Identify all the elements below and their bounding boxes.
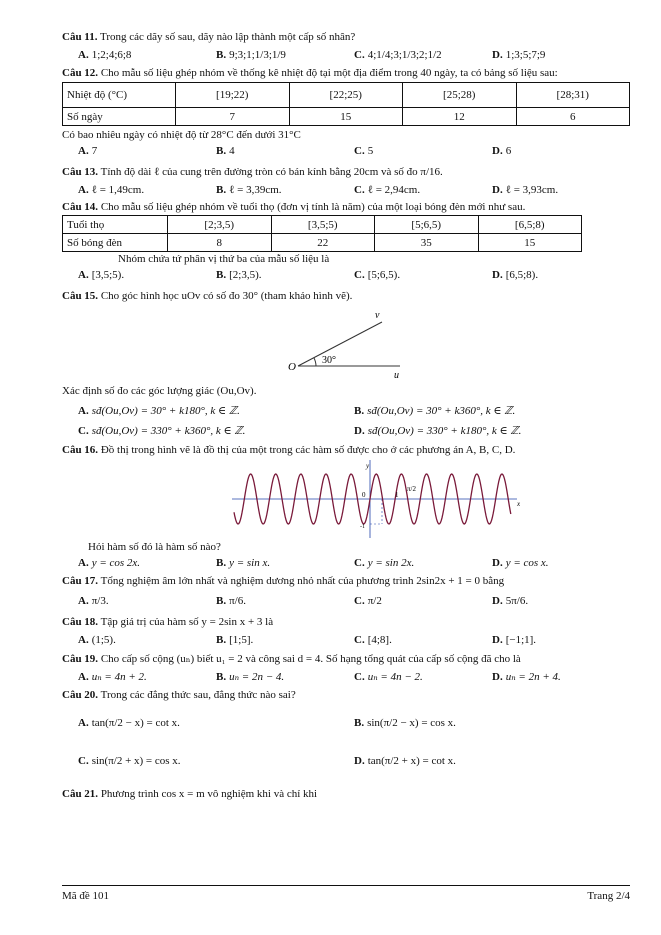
label-neg-one: -1 [360,524,365,530]
question-21 [62,787,630,802]
option-b: B. π/6. [216,595,246,607]
question-number: Câu 19. [62,653,99,665]
option-a: A. tan(π/2 − x) = cot x. [78,717,180,729]
options-15-row1 [78,403,630,419]
question-13 [62,165,630,180]
temperature-table: Nhiệt độ (°C) [19;22) [22;25) [25;28) [28;31) Số ngày 7 15 12 6 [62,82,630,126]
option-d: D. [6,5;8). [492,269,539,281]
question-number: Câu 21. [62,788,99,800]
label-x: x [517,500,521,508]
question-text: Cho mẫu số liệu ghép nhóm về tuổi thọ (đơn vị tính là năm) của một loại bóng đèn mới như sau. [100,201,526,213]
question-16 [62,443,630,458]
question-number: Câu 14. [62,201,99,213]
option-b: B. y = sin x. [216,557,271,569]
option-d: D. 1;3;5;7;9 [492,49,546,61]
option-d: D. ℓ = 3,93cm. [492,184,559,196]
page-number: Trang 2/4 [587,890,630,902]
question-text: Tổng nghiệm âm lớn nhất và nghiệm dương nhỏ nhất của phương trình 2sin2x + 1 = 0 bằng [100,575,505,587]
option-c: C. π/2 [354,595,382,607]
question-text: Tập giá trị của hàm số y = 2sin x + 3 là [100,616,274,628]
label-one: 1 [395,491,399,499]
option-a: A. ℓ = 1,49cm. [78,184,145,196]
question-number: Câu 12. [62,67,99,79]
question-17 [62,574,630,589]
question-20 [62,688,630,703]
option-a: A. 1;2;4;6;8 [78,49,132,61]
option-c: C. sin(π/2 + x) = cos x. [78,755,181,767]
exam-code: Mã đề 101 [62,890,110,902]
label-origin: 0 [362,491,366,499]
options-20-row1 [78,715,630,731]
option-a: A. (1;5). [78,634,116,646]
label-u: u [394,370,399,381]
option-d: D. y = cos x. [492,557,549,569]
option-a: A. sđ(Ou,Ov) = 30° + k180°, k ∈ ℤ. [78,405,240,417]
options-16 [78,555,630,571]
question-number: Câu 16. [62,444,99,456]
options-19 [78,669,630,685]
question-text: Trong các dãy số sau, dãy nào lập thành một cấp số nhân? [100,31,356,43]
option-d: D. 6 [492,145,512,157]
question-text: Cho mẫu số liệu ghép nhóm về thống kê nhiệt độ tại một địa điểm trong 40 ngày, ta có bảng số liệu sau: [100,67,558,79]
option-b: B. uₙ = 2n − 4. [216,671,285,683]
option-c: C. sđ(Ou,Ov) = 330° + k360°, k ∈ ℤ. [78,425,246,437]
question-number: Câu 11. [62,31,98,43]
options-13 [78,182,630,198]
options-20-row2 [78,753,630,769]
option-c: C. 4;1/4;3;1/3;2;1/2 [354,49,442,61]
question-15 [62,289,630,304]
question-number: Câu 13. [62,166,99,178]
label-o: O [288,361,296,373]
question-number: Câu 15. [62,290,99,302]
option-c: C. [5;6,5). [354,269,401,281]
exam-page [62,30,630,802]
function-graph [62,458,630,540]
question-number: Câu 17. [62,575,99,587]
lifespan-table: Tuổi thọ [2;3,5) [3,5;5) [5;6,5) [6,5;8) Số bóng đèn 8 22 35 15 [62,215,582,252]
label-y: y [366,462,370,470]
option-d: D. uₙ = 2n + 4. [492,671,561,683]
option-a: A. [3,5;5). [78,269,125,281]
label-v: v [375,310,380,321]
question-text: Tính độ dài ℓ của cung trên đường tròn có bán kính bằng 20cm và số đo π/16. [100,166,443,178]
option-a: A. 7 [78,145,98,157]
option-b: B. 4 [216,145,235,157]
option-c: C. ℓ = 2,94cm. [354,184,421,196]
question-prompt: Có bao nhiêu ngày có nhiệt độ từ 28°C đến dưới 31°C [62,129,301,141]
option-d: D. tan(π/2 + x) = cot x. [354,755,456,767]
option-b: B. [1;5]. [216,634,254,646]
options-11 [78,47,630,63]
option-a: A. π/3. [78,595,109,607]
question-11 [62,30,630,45]
question-prompt: Xác định số đo các góc lượng giác (Ou,Ov). [62,385,257,397]
option-b: B. [2;3,5). [216,269,262,281]
question-14 [62,200,630,215]
angle-figure [62,304,630,384]
options-18 [78,632,630,648]
option-d: D. [−1;1]. [492,634,537,646]
question-number: Câu 18. [62,616,99,628]
option-c: C. 5 [354,145,374,157]
question-text: Cho góc hình học uOv có số đo 30° (tham khảo hình vẽ). [100,290,353,302]
angle-arc [314,358,316,366]
label-angle: 30° [322,355,336,366]
option-b: B. sin(π/2 − x) = cos x. [354,717,456,729]
option-c: C. uₙ = 4n − 2. [354,671,423,683]
question-12 [62,66,630,81]
question-prompt: Nhóm chứa tứ phân vị thứ ba của mẫu số liệu là [118,253,330,265]
question-19 [62,652,630,667]
option-a: A. uₙ = 4n + 2. [78,671,147,683]
ray-ov [298,322,382,366]
option-b: B. sđ(Ou,Ov) = 30° + k360°, k ∈ ℤ. [354,405,516,417]
option-b: B. ℓ = 3,39cm. [216,184,282,196]
question-text: Cho cấp số cộng (uₙ) biết u₁ = 2 và công sai d = 4. Số hạng tổng quát của cấp số cộng đã cho là [100,653,521,665]
question-text: Phương trình cos x = m vô nghiệm khi và chỉ khi [100,788,318,800]
question-number: Câu 20. [62,689,99,701]
question-18 [62,615,630,630]
option-d: D. sđ(Ou,Ov) = 330° + k180°, k ∈ ℤ. [354,425,522,437]
question-text: Đồ thị trong hình vẽ là đồ thị của một trong các hàm số được cho ở các phương án A, B, C, D. [100,444,516,456]
options-12 [78,143,630,159]
option-a: A. y = cos 2x. [78,557,141,569]
question-text: Trong các đẳng thức sau, đẳng thức nào sai? [100,689,296,701]
options-17 [78,593,630,609]
page-footer [62,885,630,902]
options-14 [78,267,630,283]
option-c: C. y = sin 2x. [354,557,415,569]
options-15-row2 [78,423,630,439]
option-d: D. 5π/6. [492,595,529,607]
question-prompt: Hỏi hàm số đó là hàm số nào? [88,541,221,553]
option-c: C. [4;8]. [354,634,392,646]
option-b: B. 9;3;1;1/3;1/9 [216,49,286,61]
label-pi-half: π/2 [407,485,416,493]
